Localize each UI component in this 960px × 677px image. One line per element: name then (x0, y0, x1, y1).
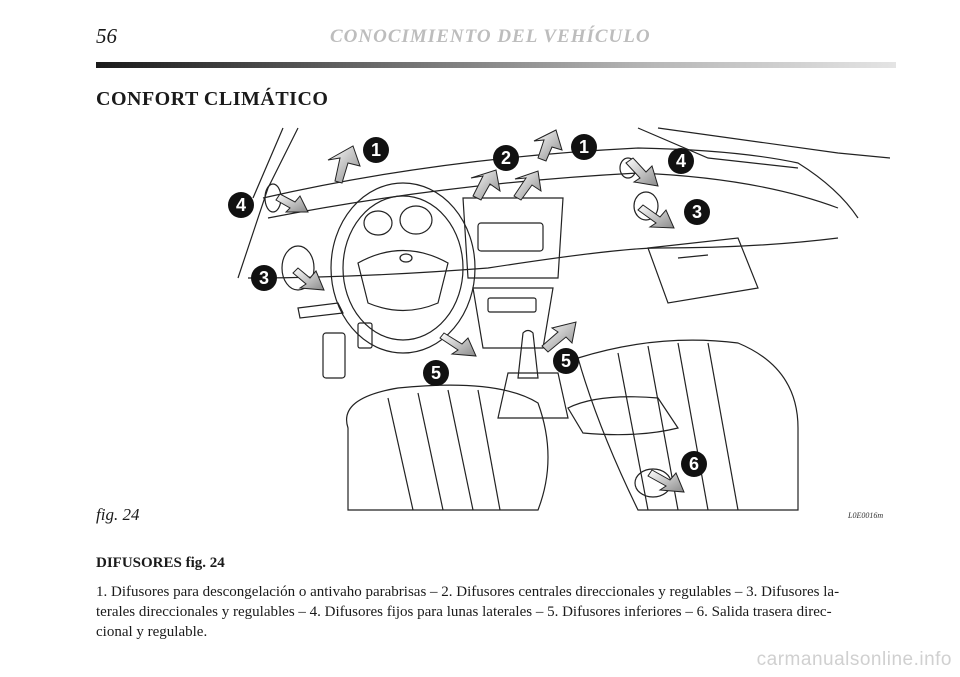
callout-6-label: 6 (688, 454, 700, 474)
dashboard-illustration (235, 128, 890, 510)
callout-4-label: 4 (235, 195, 247, 215)
figure-caption: fig. 24 (96, 505, 140, 524)
page-title: CONFORT CLIMÁTICO (96, 88, 329, 110)
subsection-title: DIFUSORES fig. 24 (96, 555, 225, 571)
callout-1-label: 1 (370, 140, 382, 160)
callout-5-label: 5 (560, 351, 572, 371)
page-number: 56 (96, 24, 117, 48)
callout-4-label: 4 (675, 151, 687, 171)
callout-5-label: 5 (430, 363, 442, 383)
callout-2-label: 2 (500, 148, 512, 168)
watermark: carmanualsonline.info (756, 649, 952, 670)
callout-3-label: 3 (691, 202, 703, 222)
body-line: 1. Difusores para descongelación o antivaho parabrisas – 2. Difusores centrales direccionales y regulables – 3. Difusores la- (96, 584, 840, 600)
body-line: terales direccionales y regulables – 4. Difusores fijos para lunas laterales – 5. Difusores inferiores – 6. Salida trasera direc- (96, 604, 832, 620)
callout-3-label: 3 (258, 268, 270, 288)
figure-code: L0E0016m (848, 511, 884, 520)
running-header: CONOCIMIENTO DEL VEHÍCULO (330, 26, 651, 47)
callout-1-label: 1 (578, 137, 590, 157)
header-rule (96, 62, 896, 68)
body-line: cional y regulable. (96, 624, 208, 640)
body-paragraph (96, 582, 896, 642)
